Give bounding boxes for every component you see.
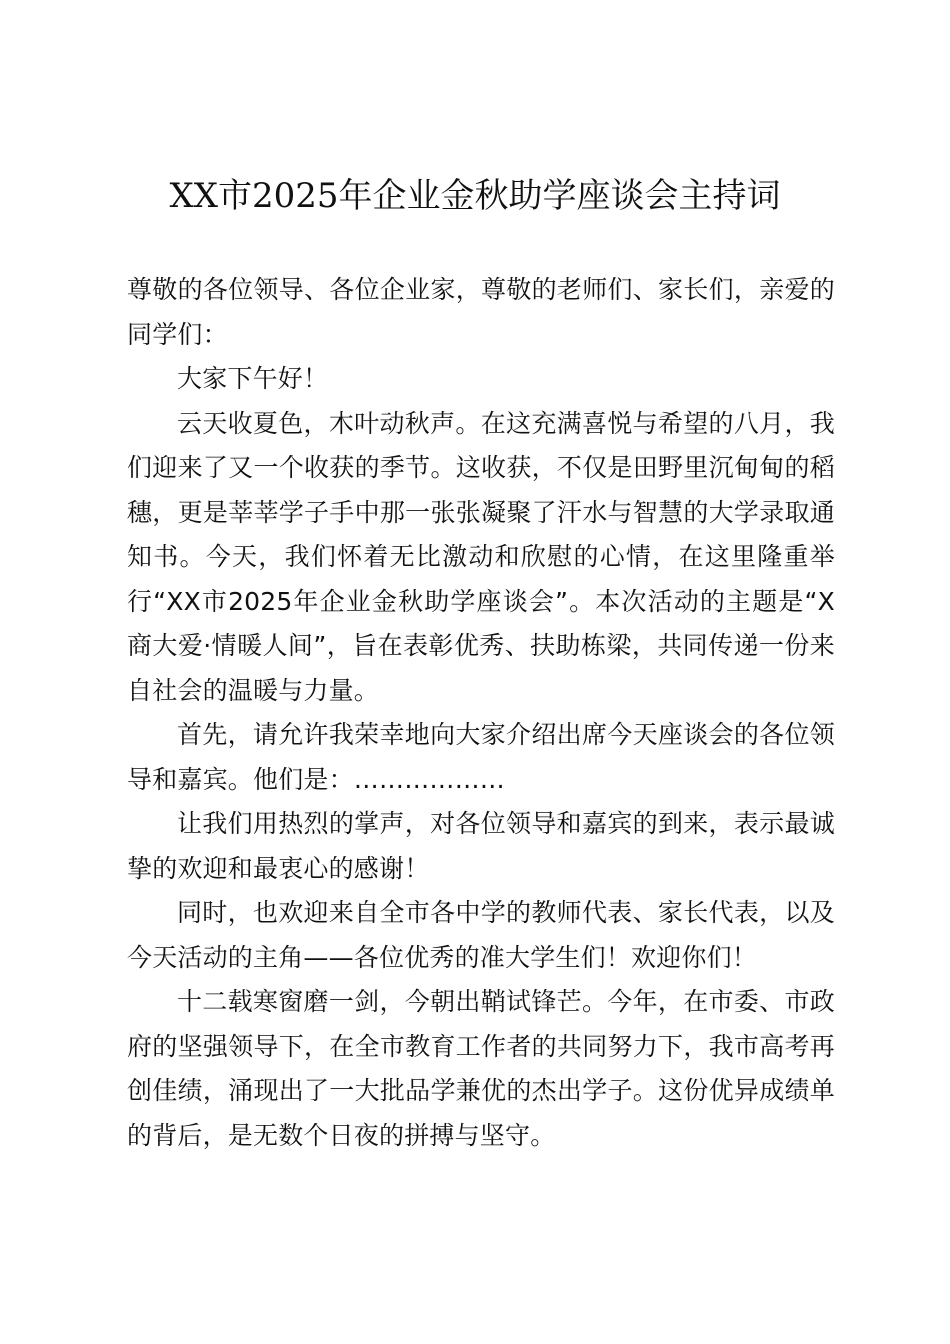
students-welcome-paragraph: 同时，也欢迎来自全市各中学的教师代表、家长代表，以及今天活动的主角——各位优秀的准大学生们！欢迎你们！	[127, 898, 835, 972]
opening-paragraph: 云天收夏色，木叶动秋声。在这充满喜悦与希望的八月，我们迎来了又一个收获的季节。这收获，不仅是田野里沉甸甸的稻穗，更是莘莘学子手中那一张张凝聚了汗水与智慧的大学录取通知书。今天，我们怀着无比激动和欣慰的心情，在这里隆重举行“XX市2025年企业金秋助学座谈会”。本次活动的主题是“X商大爱·情暖人间”，旨在表彰优秀、扶助栋梁，共同传递一份来自社会的温暖与力量。	[127, 408, 835, 705]
welcome-paragraph: 让我们用热烈的掌声，对各位领导和嘉宾的到来，表示最诚挚的欢迎和最衷心的感谢！	[127, 809, 835, 883]
document-body	[127, 268, 835, 1158]
document-title: XX市2025年企业金秋助学座谈会主持词	[169, 176, 781, 216]
greeting-paragraph: 大家下午好！	[177, 364, 329, 393]
introduction-paragraph: 首先，请允许我荣幸地向大家介绍出席今天座谈会的各位领导和嘉宾。他们是：………………	[127, 720, 835, 794]
salutation-paragraph: 尊敬的各位领导、各位企业家，尊敬的老师们、家长们，亲爱的同学们：	[127, 275, 835, 349]
achievement-paragraph: 十二载寒窗磨一剑，今朝出鞘试锋芒。今年，在市委、市政府的坚强领导下，在全市教育工作者的共同努力下，我市高考再创佳绩，涌现出了一大批品学兼优的杰出学子。这份优异成绩单的背后，是无数个日夜的拼搏与坚守。	[127, 987, 835, 1150]
